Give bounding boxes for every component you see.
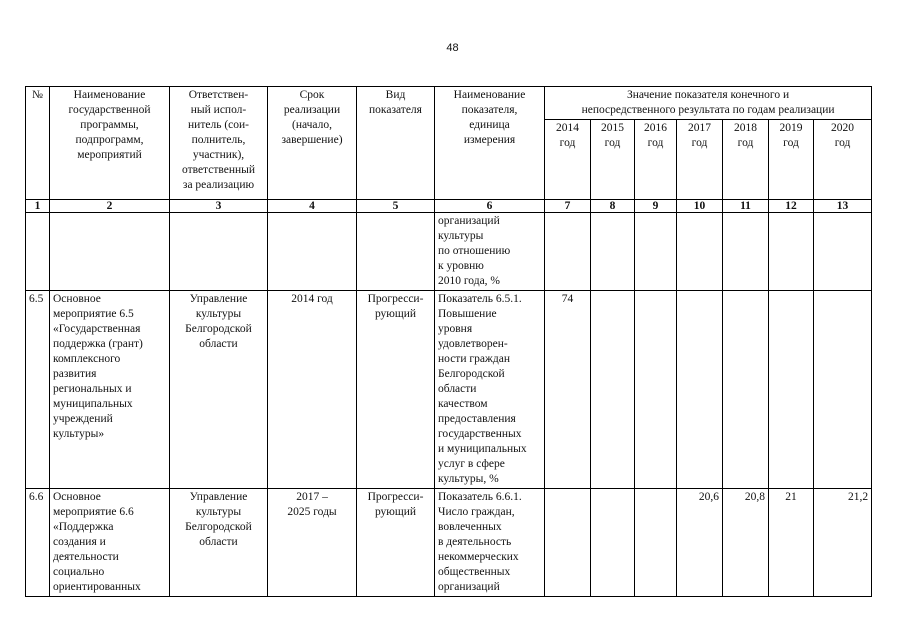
row-num: 6.6 [26, 489, 50, 597]
page-number: 48 [446, 42, 459, 54]
row-value-2016 [635, 291, 677, 489]
row-kind: Прогресси- рующий [357, 489, 435, 597]
row-value-2020: 21,2 [814, 489, 872, 597]
row-value-2020 [814, 291, 872, 489]
row-value-2014: 74 [545, 291, 591, 489]
column-number: 3 [170, 200, 268, 213]
table-row [26, 291, 872, 489]
row-value-2018 [723, 291, 769, 489]
indicators-table [25, 86, 872, 597]
row-value-2016 [635, 489, 677, 597]
row-value-2014 [545, 489, 591, 597]
column-number: 8 [591, 200, 635, 213]
column-number: 6 [435, 200, 545, 213]
row-value-2020 [814, 213, 872, 291]
header-year-2017: 2017 год [677, 120, 723, 200]
header-year-2020: 2020 год [814, 120, 872, 200]
header-indicator-name: Наименование показателя, единица измерения [435, 87, 545, 200]
row-value-2016 [635, 213, 677, 291]
row-num: 6.5 [26, 291, 50, 489]
row-value-2014 [545, 213, 591, 291]
row-indicator: Показатель 6.6.1. Число граждан, вовлеченных в деятельность некоммерческих общественных организаций [435, 489, 545, 597]
column-number: 10 [677, 200, 723, 213]
header-indicator-kind: Вид показателя [357, 87, 435, 200]
row-executor: Управление культуры Белгородской области [170, 291, 268, 489]
column-number: 13 [814, 200, 872, 213]
row-value-2018 [723, 213, 769, 291]
header-year-2019: 2019 год [769, 120, 814, 200]
row-period: 2017 – 2025 годы [268, 489, 357, 597]
column-number: 11 [723, 200, 769, 213]
row-executor [170, 213, 268, 291]
row-value-2015 [591, 213, 635, 291]
row-value-2017: 20,6 [677, 489, 723, 597]
header-period: Срок реализации (начало, завершение) [268, 87, 357, 200]
header-year-2014: 2014 год [545, 120, 591, 200]
header-year-2018: 2018 год [723, 120, 769, 200]
row-value-2017 [677, 291, 723, 489]
row-value-2015 [591, 489, 635, 597]
table-row [26, 489, 872, 597]
header-values-group: Значение показателя конечного и непосредственного результата по годам реализации [545, 87, 872, 120]
row-indicator: организаций культуры по отношению к уровню 2010 года, % [435, 213, 545, 291]
header-row-1 [26, 87, 872, 120]
row-kind [357, 213, 435, 291]
column-number: 5 [357, 200, 435, 213]
row-value-2015 [591, 291, 635, 489]
row-period: 2014 год [268, 291, 357, 489]
column-number: 7 [545, 200, 591, 213]
row-name [50, 213, 170, 291]
column-number: 1 [26, 200, 50, 213]
column-number: 4 [268, 200, 357, 213]
header-year-2016: 2016 год [635, 120, 677, 200]
column-number: 9 [635, 200, 677, 213]
column-numbers-row [26, 200, 872, 213]
row-value-2019: 21 [769, 489, 814, 597]
column-number: 12 [769, 200, 814, 213]
row-value-2019 [769, 291, 814, 489]
row-value-2018: 20,8 [723, 489, 769, 597]
header-year-2015: 2015 год [591, 120, 635, 200]
row-num [26, 213, 50, 291]
column-number: 2 [50, 200, 170, 213]
row-executor: Управление культуры Белгородской области [170, 489, 268, 597]
table-row [26, 213, 872, 291]
row-value-2017 [677, 213, 723, 291]
row-name: Основное мероприятие 6.6 «Поддержка создания и деятельности социально ориентированных [50, 489, 170, 597]
row-name: Основное мероприятие 6.5 «Государственная поддержка (грант) комплексного развития региональных и муниципальных учреждений культуры» [50, 291, 170, 489]
header-num: № [26, 87, 50, 200]
row-value-2019 [769, 213, 814, 291]
row-period [268, 213, 357, 291]
header-program-name: Наименование государственной программы, подпрограмм, мероприятий [50, 87, 170, 200]
header-executor: Ответствен- ный испол- нитель (сои- полнитель, участник), ответственный за реализацию [170, 87, 268, 200]
row-kind: Прогресси- рующий [357, 291, 435, 489]
row-indicator: Показатель 6.5.1. Повышение уровня удовлетворен- ности граждан Белгородской области качеством предоставления государственных и муниципальных услуг в сфере культуры, % [435, 291, 545, 489]
